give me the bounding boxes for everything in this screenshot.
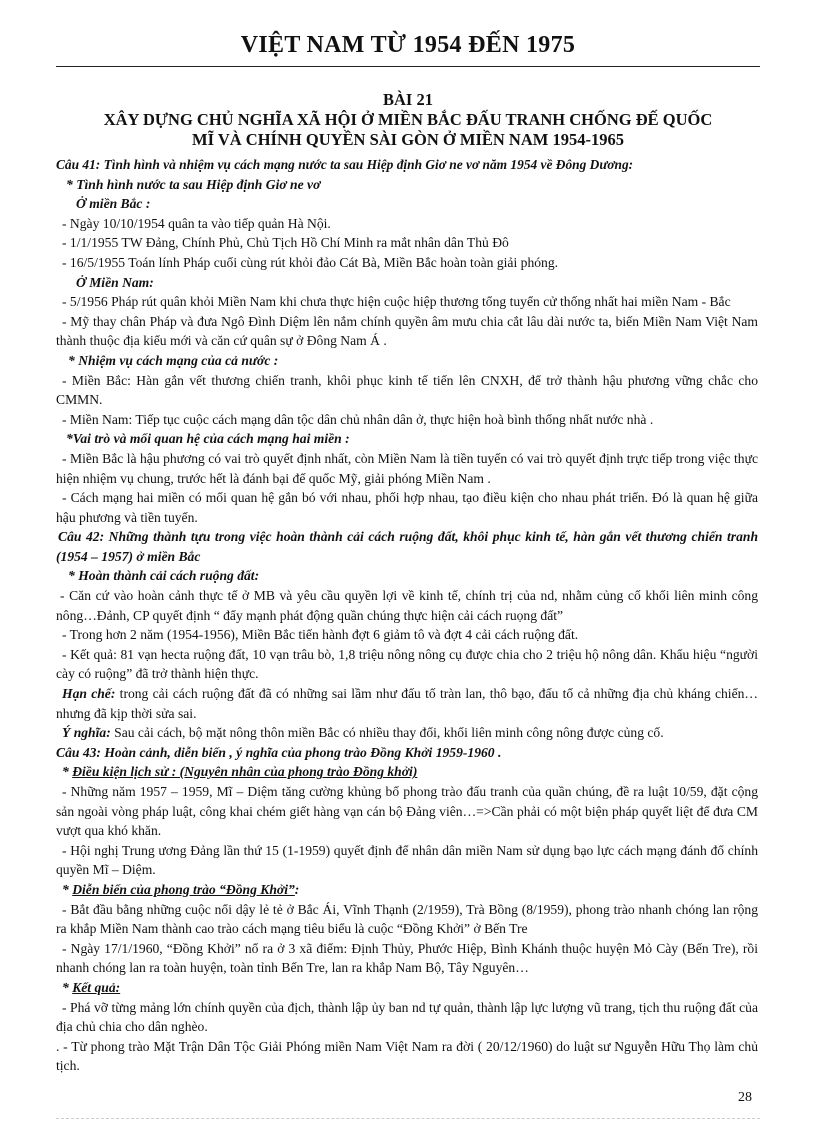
q42-heading-land-reform: * Hoàn thành cải cách ruộng đất: xyxy=(68,568,260,584)
q42-item: - Căn cứ vào hoàn cảnh thực tế ở MB và yêu cầu quyền lợi về kinh tế, chính trị của nd, nhằm củng cố khối liên minh công nông…Đảnh, CP quyết định “ đẩy mạnh phát động quần chúng thực hiện cải cách ruọng đất” xyxy=(56,588,758,623)
q42-item: - Kết quả: 81 vạn hecta ruộng đất, 10 vạn trâu bò, 1,8 triệu nông nông cụ được chia cho 2 triệu hộ nông dân. Khẩu hiệu “người cày có ruộng” đã trở thành hiện thực. xyxy=(56,646,758,682)
q42-meaning-label: Ý nghĩa: xyxy=(62,725,111,741)
header-divider xyxy=(56,66,760,67)
q43-heading-events xyxy=(62,880,758,900)
footer-divider xyxy=(56,1118,760,1119)
lesson-title-line1: XÂY DỰNG CHỦ NGHĨA XÃ HỘI Ở MIỀN BẮC ĐẤU TRANH CHỐNG ĐẾ QUỐC xyxy=(103,110,713,129)
q41-heading-tasks: * Nhiệm vụ cách mạng của cả nước : xyxy=(68,352,279,368)
page-header-title: VIỆT NAM TỪ 1954 ĐẾN 1975 xyxy=(240,32,576,58)
bullet-marker: * xyxy=(62,764,73,780)
q43-event-item: - Ngày 17/1/1960, “Đồng Khởi” nổ ra ở 3 xã điểm: Định Thủy, Phước Hiệp, Bình Khánh thuộc huyện Mỏ Cày (Bến Tre), rồi nhanh chóng lan ra toàn huyện, toàn tỉnh Bến Tre, lan ra khắp Nam Bộ, Tây Nguyên… xyxy=(56,940,758,976)
q41-south-item: - 5/1956 Pháp rút quân khỏi Miền Nam khi chưa thực hiện cuộc hiệp thương tổng tuyển cử thống nhất hai miền Nam - Bắc xyxy=(62,294,731,310)
bullet-marker: * xyxy=(62,979,73,995)
q43-condition-item: - Hội nghị Trung ương Đảng lần thứ 15 (1-1959) quyết định để nhân dân miền Nam sử dụng bạo lực cách mạng đánh đổ chính quyền Mĩ – Diệm. xyxy=(56,842,758,878)
q42-meaning xyxy=(56,723,758,743)
q42-item: - Trong hơn 2 năm (1954-1956), Miền Bắc tiến hành đợt 6 giảm tô và đợt 4 cải cách ruộng đất. xyxy=(62,627,579,643)
q41-heading-situation: * Tình hình nước ta sau Hiệp định Giơ ne vơ xyxy=(66,176,321,192)
q43-heading-results-text: Kết quả: xyxy=(72,979,121,995)
q41-north-item: - 1/1/1955 TW Đảng, Chính Phủ, Chủ Tịch Hồ Chí Minh ra mắt nhân dân Thủ Đô xyxy=(62,235,509,251)
document-body xyxy=(56,155,758,1076)
q43-heading-results xyxy=(62,978,758,998)
q41-heading-roles: *Vai trò và mối quan hệ của cách mạng hai miền : xyxy=(66,431,350,447)
q42-limitation-label: Hạn chế: xyxy=(62,686,116,702)
q41-north-label: Ở miền Bắc : xyxy=(76,196,151,212)
q43-heading-events-text: Diễn biến của phong trào “Đồng Khởi” xyxy=(72,881,295,897)
heading-colon: : xyxy=(294,881,300,897)
q41-north-item: - Ngày 10/10/1954 quân ta vào tiếp quản Hà Nội. xyxy=(62,215,331,231)
q43-event-item: - Bắt đầu bằng những cuộc nổi dậy lẻ tẻ ở Bắc Ái, Vĩnh Thạnh (2/1959), Trà Bồng (8/1959), phong trào nhanh chóng lan rộng ra khắp Miền Nam thành cao trào cách mạng tiêu biểu là cuộc “Đồng Khởi” ở Bến Tre xyxy=(56,901,758,937)
q41-task-item: - Miền Nam: Tiếp tục cuộc cách mạng dân tộc dân chủ nhân dân ở, thực hiện hoà bình thống nhất nước nhà . xyxy=(62,411,654,427)
lesson-title-line2: MĨ VÀ CHÍNH QUYỀN SÀI GÒN Ở MIỀN NAM 1954-1965 xyxy=(192,130,624,149)
q43-heading-conditions-text: Điều kiện lịch sử : (Nguyên nhân của phong trào Đồng khởi) xyxy=(72,764,418,780)
q42-limitation xyxy=(56,684,758,723)
question-41-title: Câu 41: Tình hình và nhiệm vụ cách mạng nước ta sau Hiệp định Giơ ne vơ năm 1954 về Đông Dương: xyxy=(56,157,634,172)
q43-condition-item: - Những năm 1957 – 1959, Mĩ – Diệm tăng cường khủng bố phong trào đấu tranh của quần chúng, đề ra luật 10/59, đặt cộng sản ngoài vòng pháp luật, công khai chém giết hàng vạn cán bộ Đảng viên…=>Cần phải có một biện pháp quyết liệt để đưa CM vượt qua khó khăn. xyxy=(56,784,758,839)
question-42-title: Câu 42: Những thành tựu trong việc hoàn thành cải cách ruộng đất, khôi phục kinh tế, hàn gắn vết thương chiến tranh (1954 – 1957) ở miền Bắc xyxy=(56,529,758,564)
q41-role-item: - Miền Bắc là hậu phương có vai trò quyết định nhất, còn Miền Nam là tiền tuyến có vai trò quyết định trực tiếp trong việc thực hiện nhiệm vụ chung, trước hết là đánh bại đế quốc Mỹ, giải phóng Miền Nam . xyxy=(56,450,758,486)
question-43-title: Câu 43: Hoàn cảnh, diễn biến , ý nghĩa của phong trào Đồng Khởi 1959-1960 . xyxy=(56,744,502,760)
q41-south-label: Ở Miền Nam: xyxy=(76,274,154,290)
q42-meaning-text: Sau cải cách, bộ mặt nông thôn miền Bắc có nhiều thay đổi, khối liên minh công nông được củng cố. xyxy=(110,725,664,741)
q42-limitation-text: trong cải cách ruộng đất đã có những sai lầm như đấu tố tràn lan, thô bạo, đấu tố cả những địa chủ kháng chiến… nhưng đã kịp thời sửa sai. xyxy=(56,686,758,721)
bullet-marker: * xyxy=(62,881,73,897)
lesson-title-block xyxy=(50,90,766,150)
q43-result-item: - Phá vỡ từng mảng lớn chính quyền của địch, thành lập ủy ban nd tự quản, thành lập lực lượng vũ trang, tịch thu ruộng đất của địa chủ chia cho dân nghèo. xyxy=(56,999,758,1035)
q41-south-item: - Mỹ thay chân Pháp và đưa Ngô Đình Diệm lên nắm chính quyền âm mưu chia cắt lâu dài nước ta, biến Miền Nam Việt Nam thành thuộc địa kiểu mới và căn cứ quân sự ở Đông Nam Á . xyxy=(56,313,758,349)
page-number: 28 xyxy=(738,1090,752,1105)
q41-north-item: - 16/5/1955 Toán lính Pháp cuối cùng rút khỏi đảo Cát Bà, Miền Bắc hoàn toàn giải phóng. xyxy=(62,254,559,270)
q43-result-item: . - Từ phong trào Mặt Trận Dân Tộc Giải Phóng miền Nam Việt Nam ra đời ( 20/12/1960) do luật sư Nguyễn Hữu Thọ làm chủ tịch. xyxy=(56,1038,758,1074)
q43-heading-conditions xyxy=(62,762,758,782)
q41-task-item: - Miền Bắc: Hàn gắn vết thương chiến tranh, khôi phục kinh tế tiến lên CNXH, để trở thành hậu phương vững chắc cho CMMN. xyxy=(56,372,758,408)
lesson-number: BÀI 21 xyxy=(383,90,433,109)
q41-role-item: - Cách mạng hai miền có mối quan hệ gắn bó với nhau, phối hợp nhau, tạo điều kiện cho nhau phát triển. Đó là quan hệ giữa hậu phương và tiền tuyến. xyxy=(56,490,758,525)
